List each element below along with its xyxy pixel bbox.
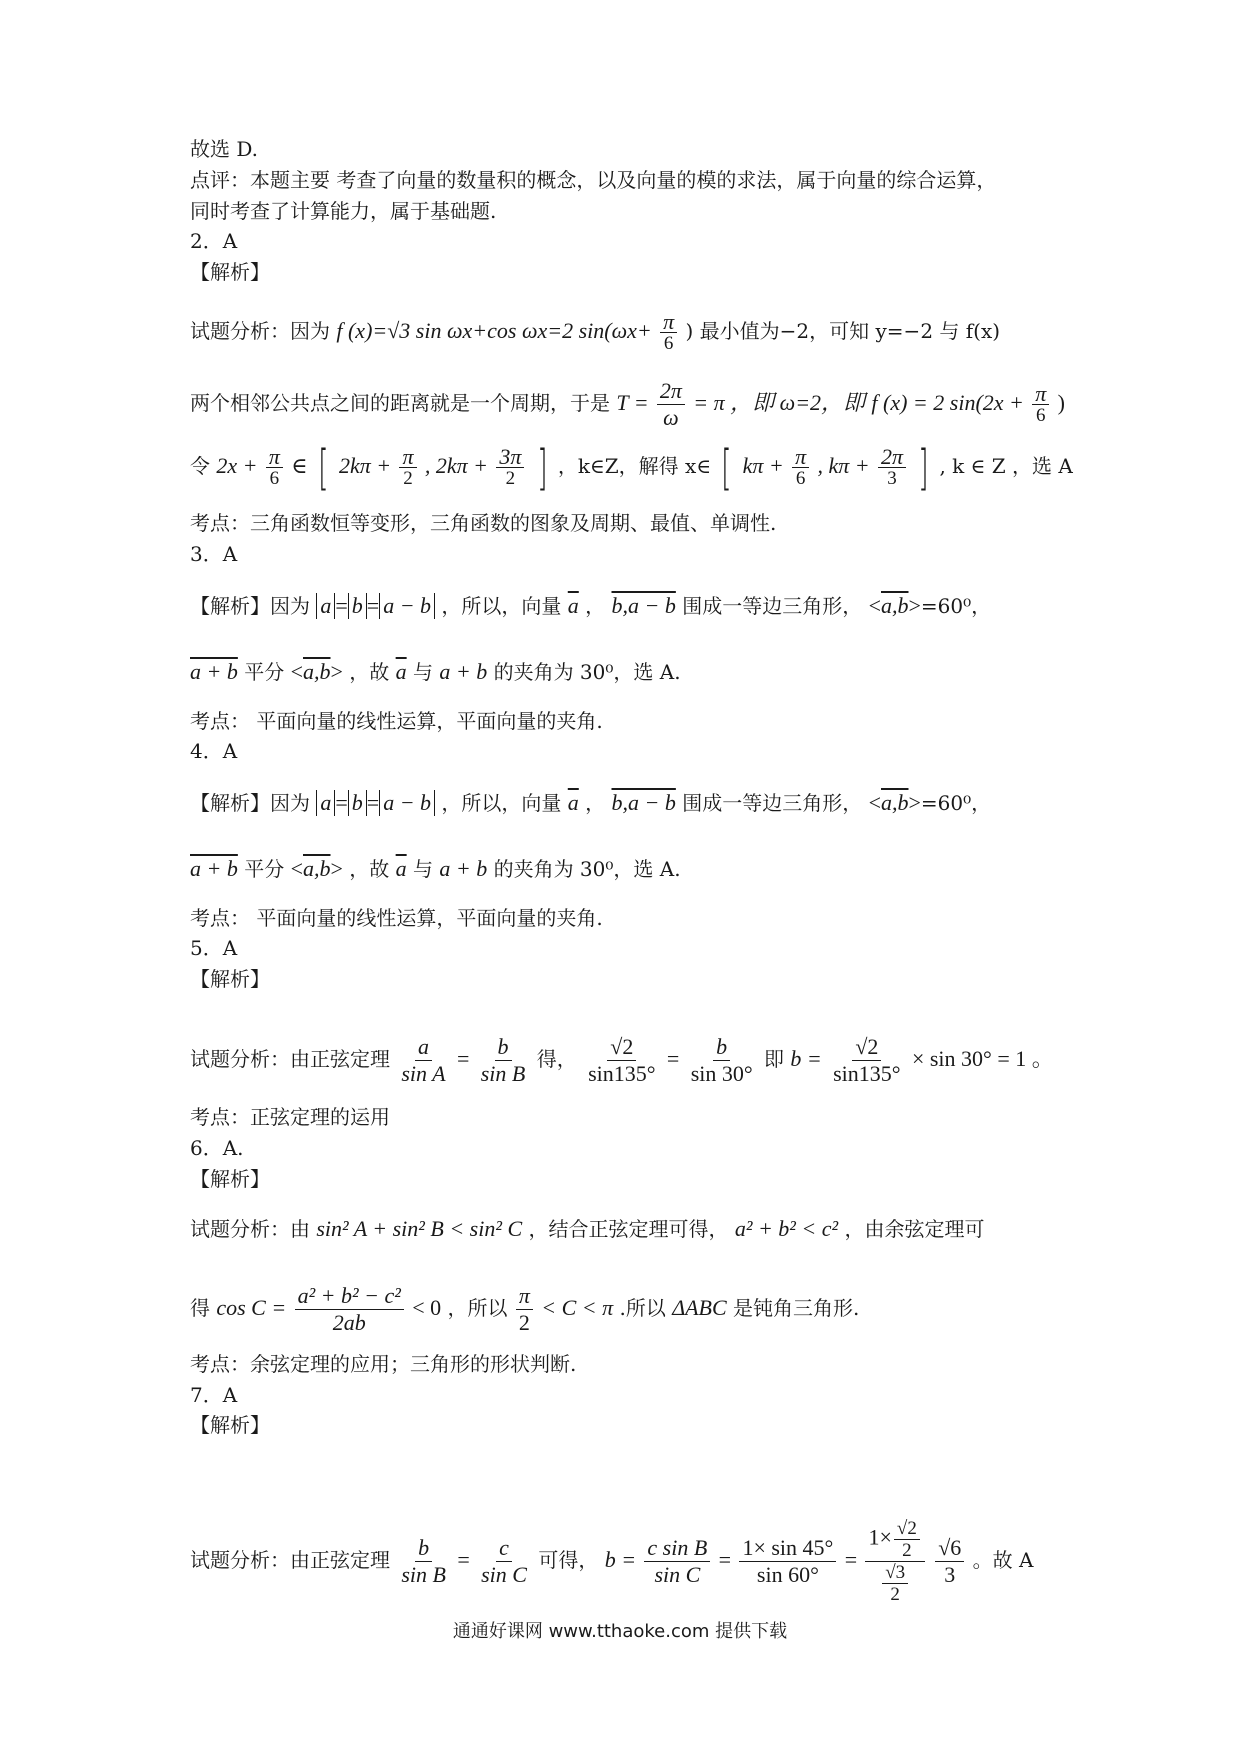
math: , kπ + bbox=[817, 453, 870, 478]
vector: a,b bbox=[303, 659, 331, 684]
symbol: < bbox=[290, 659, 303, 684]
q4-text: 围成一等边三角形， bbox=[682, 791, 863, 815]
compound-fraction: 1× $\frac{√2}{2}$ $\frac{√3}{2}$ bbox=[865, 1518, 924, 1605]
key-point: 考点：正弦定理的运用 bbox=[190, 1105, 390, 1129]
fraction: $\frac{\pi}{6}$ bbox=[1032, 383, 1049, 426]
q2-interval-line bbox=[190, 439, 1073, 496]
q6-text: .所以 bbox=[619, 1296, 666, 1320]
text-line: 故选 D. bbox=[190, 137, 259, 161]
math: sin² A + sin² B < sin² C bbox=[316, 1216, 523, 1241]
math: 2kπ + bbox=[338, 453, 392, 478]
vector: ,a − b bbox=[622, 790, 676, 815]
math: a² + b² < c² bbox=[734, 1216, 839, 1241]
math: < C < π bbox=[541, 1295, 614, 1320]
fraction: $\frac{\pi}{6}$ bbox=[792, 446, 809, 489]
vector: $\overline{a}$ bbox=[567, 593, 579, 618]
q2-f: f (x) = 2 sin(2x + bbox=[871, 390, 1024, 415]
q7-formula-line bbox=[190, 1518, 1033, 1605]
symbol: > bbox=[908, 593, 921, 618]
fraction: $\frac{\text{c sin B}}{\text{sin C}}$ bbox=[644, 1535, 710, 1588]
q6-text: ，所以 bbox=[447, 1296, 508, 1320]
fraction: $\frac{\text{a² + b² − c²}}{2ab}$ bbox=[295, 1283, 404, 1336]
q6-text: 试题分析：由 bbox=[190, 1217, 310, 1241]
fraction: $\frac{√2}{\sin 135^\circ}$ bbox=[833, 1034, 901, 1086]
fraction: $\frac{b}{\text{sin B}}$ bbox=[401, 1535, 446, 1587]
symbol: = bbox=[718, 1547, 732, 1572]
footer-source: 通通好课网 www.tthaoke.com 提供下载 bbox=[452, 1621, 788, 1642]
symbol: < bbox=[868, 790, 881, 815]
math: cos C = bbox=[216, 1295, 287, 1320]
fraction: $\frac{2\pi}{3}$ bbox=[878, 446, 906, 489]
q2-text: 试题分析：因为 bbox=[190, 319, 330, 343]
q6-sine-line bbox=[190, 1215, 984, 1243]
q2-text: ，k∈Z，解得 x∈ bbox=[557, 454, 712, 478]
abs-value: b bbox=[348, 790, 367, 816]
symbol: > bbox=[908, 790, 921, 815]
analysis-heading: 【解析】 bbox=[190, 1167, 270, 1191]
math: a + b bbox=[439, 659, 488, 684]
q3-analysis-line bbox=[190, 592, 991, 620]
bracket: [ bbox=[721, 439, 733, 496]
vector: $\overline{a}$ bbox=[395, 659, 407, 684]
q2-period-line bbox=[190, 378, 1065, 431]
q2-formula-line bbox=[190, 311, 1000, 354]
q6-cosine-line bbox=[190, 1283, 859, 1336]
fraction: $\frac{c}{\text{sin C}}$ bbox=[481, 1535, 527, 1587]
answer-number: 7．A bbox=[190, 1383, 238, 1407]
q6-text: 得 bbox=[190, 1296, 210, 1320]
math: × sin 30° = 1 。 bbox=[911, 1046, 1054, 1071]
vector: $\overline{b}$ bbox=[611, 790, 623, 815]
symbol: = bbox=[366, 790, 380, 815]
q4-text: ， bbox=[585, 791, 606, 815]
analysis-heading: 【解析】 bbox=[190, 967, 270, 991]
symbol: > bbox=[330, 856, 343, 881]
vector: $\overline{b}$ bbox=[611, 593, 623, 618]
q4-text: 的夹角为 30⁰，选 A. bbox=[493, 857, 681, 881]
q3-bisect-line bbox=[190, 658, 681, 686]
q7-text: 。故 A bbox=[972, 1548, 1034, 1572]
abs-value: a − b bbox=[379, 790, 435, 816]
symbol: < bbox=[290, 856, 303, 881]
q4-text: =60⁰， bbox=[920, 791, 992, 815]
symbol: = bbox=[457, 1547, 470, 1572]
q6-text: 是钝角三角形. bbox=[733, 1296, 860, 1320]
key-point: 考点：三角函数恒等变形，三角函数的图象及周期、最值、单调性. bbox=[190, 511, 777, 535]
math: a + b bbox=[439, 856, 488, 881]
vector: a + b bbox=[190, 856, 238, 881]
q2-T: T = bbox=[616, 390, 649, 415]
q2-text: 令 bbox=[190, 454, 210, 478]
q2-text: , k ∈ Z ，选 A bbox=[939, 454, 1073, 478]
analysis-heading: 【解析】 bbox=[190, 1413, 270, 1437]
bracket: [ bbox=[318, 439, 329, 496]
fraction: $\frac{1\times \sin 45^\circ}{\sin 60^\circ}$ bbox=[739, 1535, 836, 1588]
bracket: ] bbox=[536, 439, 548, 496]
q3-text: =60⁰， bbox=[920, 594, 992, 618]
fraction: $\frac{3\pi}{2}$ bbox=[496, 446, 524, 489]
math: b = bbox=[604, 1547, 637, 1572]
q4-text: ，故 bbox=[349, 857, 390, 881]
q6-text: ，由余弦定理可 bbox=[844, 1217, 985, 1241]
fraction: $\frac{a}{\text{sin A}}$ bbox=[401, 1034, 446, 1086]
fraction: $\frac{√2}{\sin 135^\circ}$ bbox=[588, 1034, 656, 1086]
abs-value: a bbox=[316, 790, 335, 816]
key-point: 考点： 平面向量的线性运算，平面向量的夹角. bbox=[190, 709, 603, 733]
fraction: $\frac{b}{\text{sin B}}$ bbox=[480, 1034, 526, 1086]
fraction: $\frac{\pi}{6}$ bbox=[660, 311, 677, 354]
fraction: $\frac{\pi}{2}$ bbox=[399, 446, 416, 489]
vector: $\overline{a}$ bbox=[567, 790, 579, 815]
abs-value: a − b bbox=[379, 593, 435, 619]
q3-text: 的夹角为 30⁰，选 A. bbox=[493, 660, 681, 684]
answer-number: 4．A bbox=[190, 739, 238, 763]
math: < 0 bbox=[412, 1295, 442, 1320]
q5-text: 试题分析：由正弦定理 bbox=[190, 1047, 390, 1071]
key-point: 考点： 平面向量的线性运算，平面向量的夹角. bbox=[190, 906, 603, 930]
answer-number: 6．A. bbox=[190, 1136, 244, 1160]
fraction: $\frac{\pi}{2}$ bbox=[516, 1283, 533, 1336]
vector: a,b bbox=[881, 593, 909, 618]
abs-value: a bbox=[316, 593, 335, 619]
q5-text: 即 bbox=[764, 1047, 785, 1071]
q4-analysis-line bbox=[190, 789, 991, 817]
q3-text: 与 bbox=[413, 660, 433, 684]
symbol: = bbox=[844, 1547, 858, 1572]
q3-text: 【解析】因为 bbox=[190, 594, 310, 618]
q6-text: ，结合正弦定理可得， bbox=[528, 1217, 729, 1241]
q5-formula-line bbox=[190, 1034, 1054, 1087]
vector: a + b bbox=[190, 659, 238, 684]
q3-text: ，故 bbox=[349, 660, 390, 684]
vector: ,a − b bbox=[622, 593, 676, 618]
symbol: ∈ bbox=[291, 453, 308, 478]
fraction: $\frac{b}{\sin 30^\circ}$ bbox=[690, 1034, 753, 1086]
q7-text: 可得， bbox=[538, 1548, 599, 1572]
symbol: = bbox=[335, 790, 348, 815]
fraction: $\frac{√6}{3}$ bbox=[935, 1535, 964, 1588]
math: ΔABC bbox=[672, 1295, 727, 1320]
fraction: $\frac{2\pi}{\omega}$ bbox=[657, 378, 685, 431]
answer-number: 2．A bbox=[190, 229, 238, 253]
symbol: = bbox=[666, 1046, 680, 1071]
q3-text: 平分 bbox=[244, 660, 285, 684]
comment-line: 点评：本题主要 考查了向量的数量积的概念，以及向量的模的求法，属于向量的综合运算， bbox=[190, 168, 997, 192]
q3-text: ， bbox=[585, 594, 606, 618]
q4-text: 平分 bbox=[244, 857, 285, 881]
vector: a,b bbox=[303, 856, 331, 881]
q2-equation: f (x)=√3 sin ωx+cos ωx=2 sin(ωx+ bbox=[336, 318, 652, 343]
bracket: ] bbox=[918, 439, 929, 496]
q2-text: ) 最小值为−2，可知 y=−2 与 f(x) bbox=[685, 319, 1001, 343]
symbol: = bbox=[456, 1046, 470, 1071]
answer-number: 3．A bbox=[190, 542, 238, 566]
text-line: 同时考查了计算能力，属于基础题. bbox=[190, 199, 497, 223]
vector: a,b bbox=[881, 790, 909, 815]
math: , 2kπ + bbox=[424, 453, 489, 478]
paren: ) bbox=[1057, 390, 1065, 415]
symbol: > bbox=[330, 659, 343, 684]
fraction: $\frac{\pi}{6}$ bbox=[266, 446, 283, 489]
vector: $\overline{a}$ bbox=[395, 856, 407, 881]
q3-text: 围成一等边三角形， bbox=[682, 594, 863, 618]
math: b = bbox=[790, 1046, 822, 1071]
math: kπ + bbox=[742, 453, 784, 478]
analysis-heading: 【解析】 bbox=[190, 260, 270, 284]
symbol: = bbox=[366, 593, 380, 618]
symbol: < bbox=[868, 593, 881, 618]
key-point: 考点：余弦定理的应用；三角形的形状判断. bbox=[190, 1352, 577, 1376]
symbol: = bbox=[335, 593, 348, 618]
abs-value: b bbox=[348, 593, 367, 619]
q2-text: 两个相邻公共点之间的距离就是一个周期，于是 bbox=[190, 391, 610, 415]
q4-text: ，所以，向量 bbox=[441, 791, 562, 815]
q7-text: 试题分析：由正弦定理 bbox=[190, 1548, 390, 1572]
q4-bisect-line bbox=[190, 855, 681, 883]
q4-text: 与 bbox=[413, 857, 433, 881]
q5-text: 得， bbox=[536, 1047, 577, 1071]
q2-2x: 2x + bbox=[216, 453, 258, 478]
answer-number: 5．A bbox=[190, 936, 238, 960]
q3-text: ，所以，向量 bbox=[441, 594, 562, 618]
q2-text: = π ，即 ω=2，即 bbox=[693, 390, 866, 415]
q4-text: 【解析】因为 bbox=[190, 791, 310, 815]
